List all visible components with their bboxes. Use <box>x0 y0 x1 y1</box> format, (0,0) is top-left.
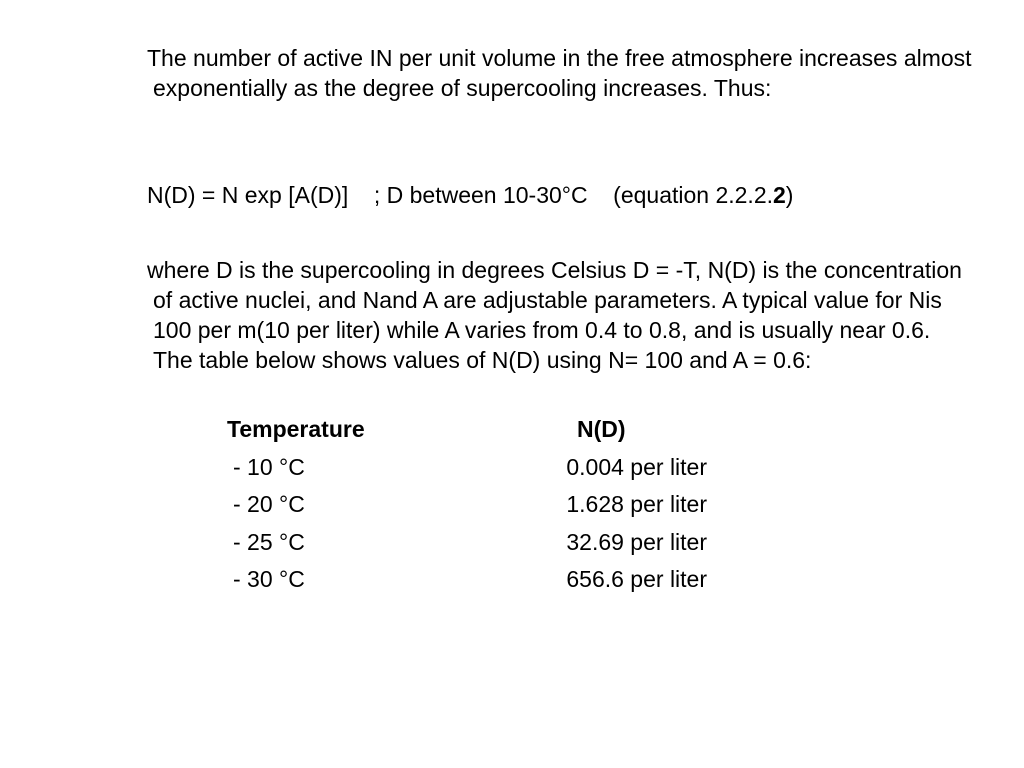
temperature-cell: - 20 °C <box>233 491 305 517</box>
table-row <box>0 527 1024 557</box>
temperature-cell: - 30 °C <box>233 566 305 592</box>
nd-cell: 1.628 per liter <box>566 491 707 517</box>
equation-formula: N(D) = N exp [A(D)] ; D between 10-30°C (equation 2.2.2. <box>147 182 773 208</box>
header-nd: N(D) <box>577 416 626 442</box>
nd-cell: 656.6 per liter <box>566 566 707 592</box>
equation-close: ) <box>785 182 794 208</box>
nd-cell: 32.69 per liter <box>566 529 707 555</box>
table-row <box>0 489 1024 519</box>
description-paragraph: where D is the supercooling in degrees Celsius D = -T, N(D) is the concentration of active nuclei, and Nand A are adjustable parameters. A typical value for Nis 100 per m(10 per liter) while A varies from 0.4 to 0.8, and is usually near 0.6. The table below shows values of N(D) using N= 100 and A = 0.6: <box>147 257 962 373</box>
table-row <box>0 452 1024 482</box>
header-temperature: Temperature <box>227 416 365 442</box>
intro-paragraph: The number of active IN per unit volume in the free atmosphere increases almost exponentially as the degree of supercooling increases. Thus: <box>147 45 972 101</box>
table-row <box>0 564 1024 594</box>
nd-cell: 0.004 per liter <box>566 454 707 480</box>
temperature-cell: - 25 °C <box>233 529 305 555</box>
temperature-cell: - 10 °C <box>233 454 305 480</box>
equation-line <box>147 180 967 210</box>
equation-number-bold: 2 <box>773 182 786 208</box>
table-header-row <box>0 414 1024 444</box>
